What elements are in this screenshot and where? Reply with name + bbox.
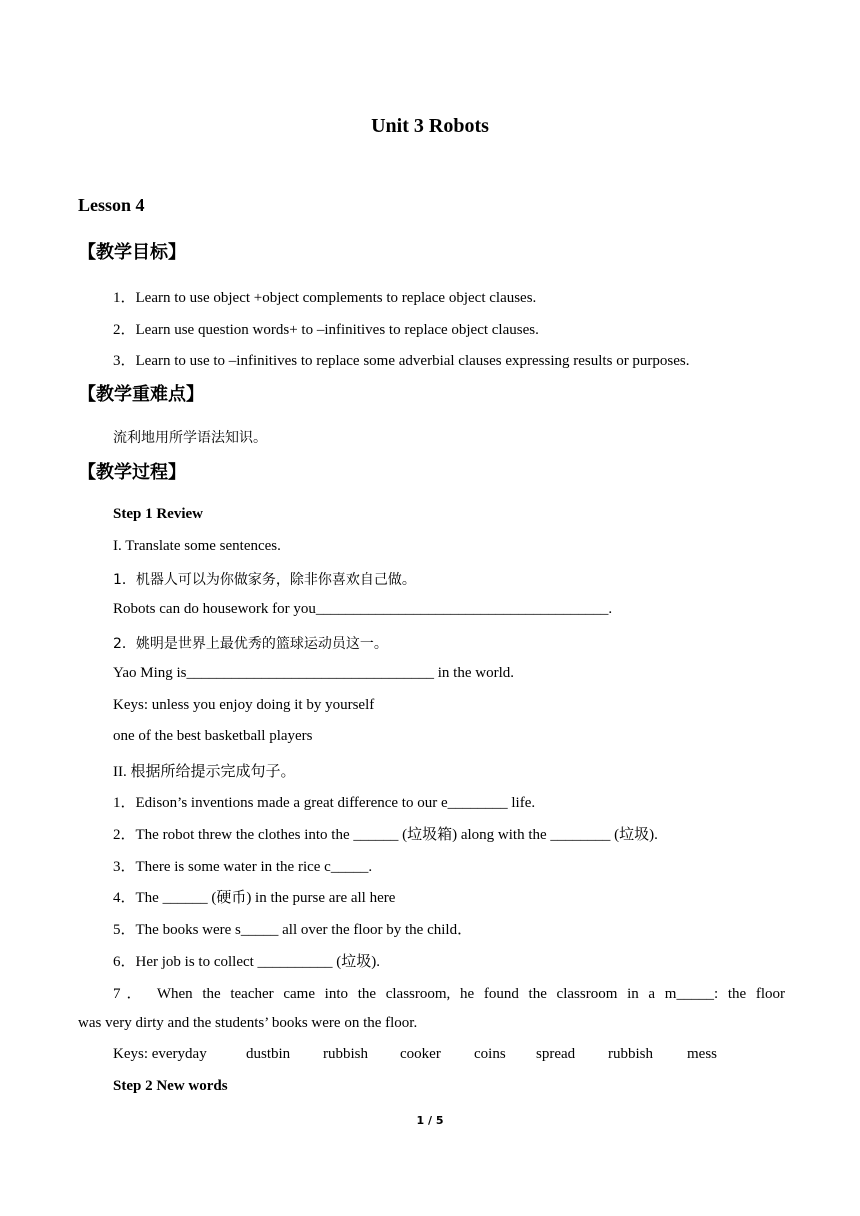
lesson-title: Lesson 4 <box>78 195 145 215</box>
answer-keys: one of the best basketball players <box>113 728 313 744</box>
answer-key: rubbish <box>323 1046 368 1062</box>
objective-item: 2．Learn use question words+ to –infinitives to replace object clauses. <box>113 322 539 338</box>
page-title: Unit 3 Robots <box>371 115 489 137</box>
exercise-item: 5．The books were s_____ all over the floor by the child． <box>113 922 473 938</box>
answer-key: coins <box>474 1046 506 1062</box>
exercise-item: 4．The ______ (硬币) in the purse are all here <box>113 890 396 906</box>
answer-key: cooker <box>400 1046 441 1062</box>
question-cn: 2．姚明是世界上最优秀的篮球运动员这一。 <box>113 636 388 652</box>
question-en: Robots can do housework for you_______________________________________. <box>113 601 613 617</box>
exercise-item: 2．The robot threw the clothes into the ______ (垃圾箱) along with the ________ (垃圾). <box>113 827 658 843</box>
part1-title: I. Translate some sentences. <box>113 538 281 554</box>
answer-keys-row <box>113 1046 717 1063</box>
objective-item: 3．Learn to use to –infinitives to replace some adverbial clauses expressing results or purposes. <box>113 353 690 369</box>
step1-title: Step 1 Review <box>113 506 203 522</box>
question-en: Yao Ming is_________________________________ in the world. <box>113 665 514 681</box>
exercise-item: 3．There is some water in the rice c_____. <box>113 859 373 875</box>
part2-title: II. 根据所给提示完成句子。 <box>113 764 296 780</box>
page-number: 1 / 5 <box>416 1114 444 1127</box>
key-points-text: 流利地用所学语法知识。 <box>113 430 267 446</box>
objective-item: 1．Learn to use object +object complements to replace object clauses. <box>113 290 537 306</box>
answer-key: rubbish <box>608 1046 653 1062</box>
question-cn: 1．机器人可以为你做家务，除非你喜欢自己做。 <box>113 572 416 588</box>
exercise-item: 6．Her job is to collect __________ (垃圾). <box>113 954 381 970</box>
answer-key: Keys: everyday <box>113 1046 207 1062</box>
answer-key: spread <box>536 1046 576 1062</box>
process-heading: 【教学过程】 <box>78 462 186 483</box>
exercise-item: 1．Edison’s inventions made a great difference to our e________ life. <box>113 795 536 811</box>
answer-key: mess <box>687 1046 717 1062</box>
objectives-heading: 【教学目标】 <box>78 242 186 263</box>
key-points-heading: 【教学重难点】 <box>78 384 204 405</box>
step2-title: Step 2 New words <box>113 1078 228 1094</box>
exercise-item-7-line1: 7． When the teacher came into the classroom, he found the classroom in a m_____: the floor <box>113 986 785 1002</box>
answer-key: dustbin <box>246 1046 291 1062</box>
exercise-item-7-line2: was very dirty and the students’ books were on the floor. <box>78 1015 418 1031</box>
answer-keys: Keys: unless you enjoy doing it by yourself <box>113 697 375 713</box>
